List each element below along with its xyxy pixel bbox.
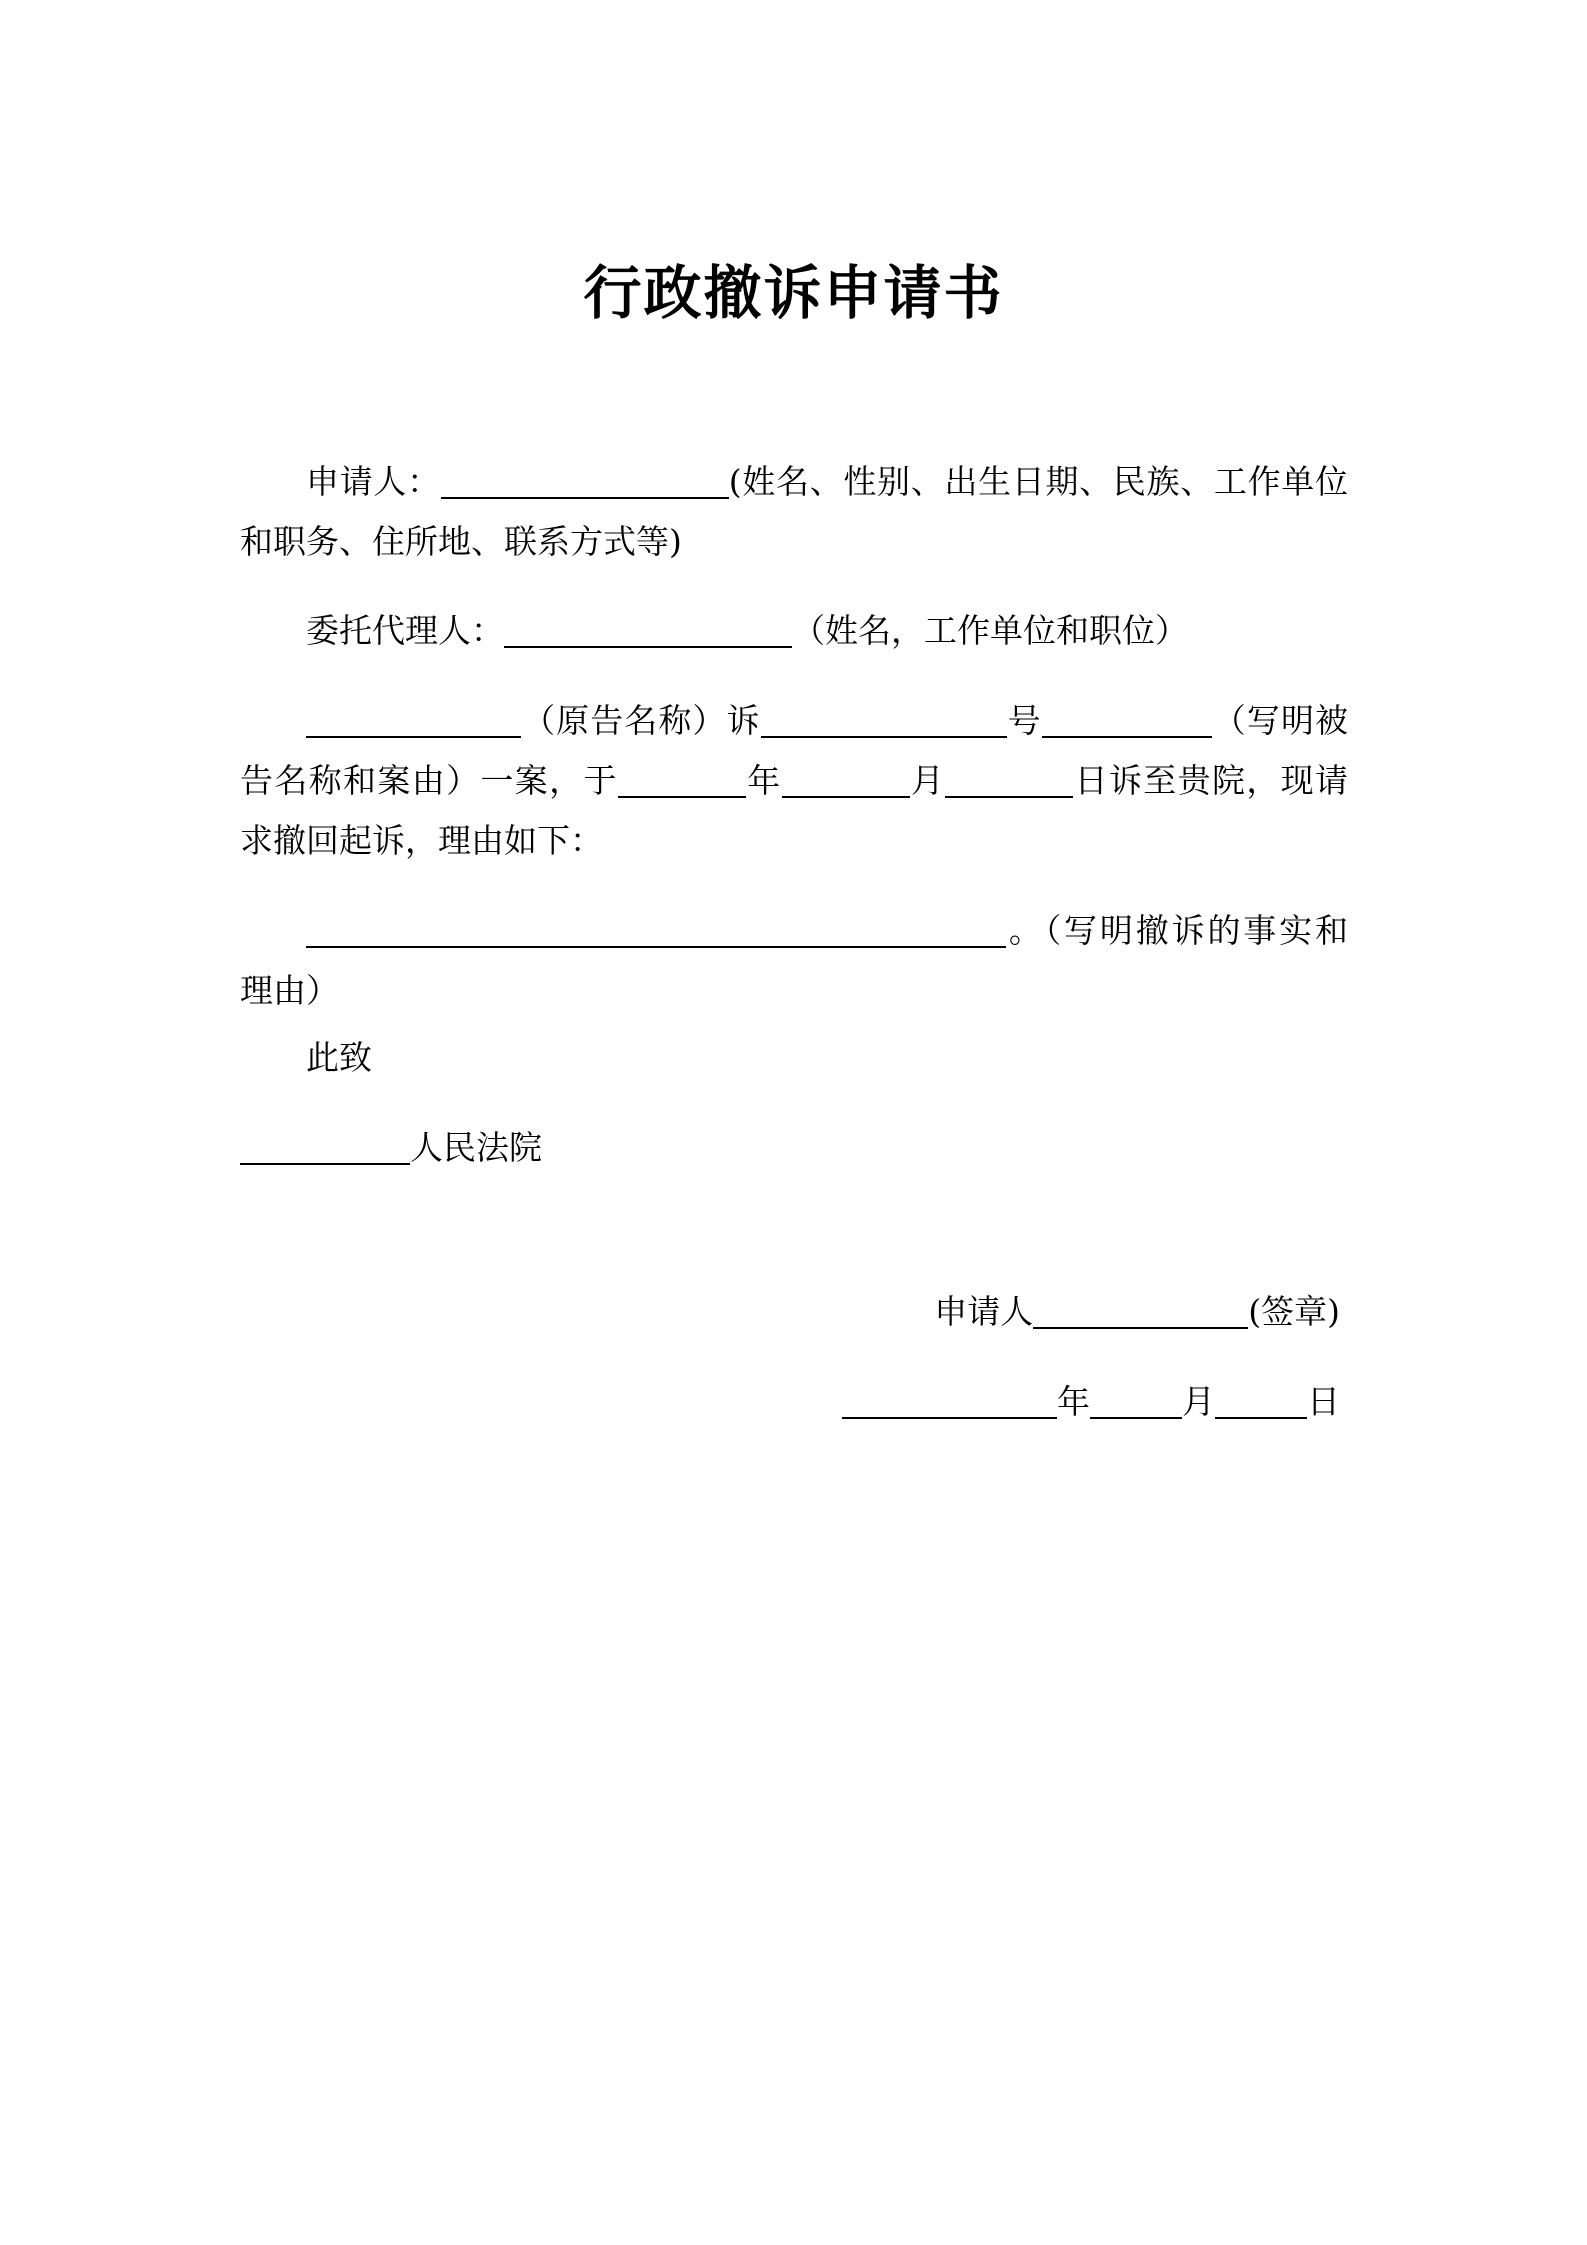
date-day-char: 日 <box>1307 1382 1340 1421</box>
date-year-char: 年 <box>1057 1382 1090 1421</box>
date-year-blank-field[interactable] <box>842 1417 1057 1419</box>
defendant-note: （写明被告名称和案由） <box>240 701 1349 800</box>
spacer <box>240 572 1348 601</box>
reason-note: （写明撤诉的事实和理由） <box>240 911 1349 1010</box>
applicant-label: 申请人： <box>306 462 441 501</box>
court-suffix: 人民法院 <box>410 1128 542 1167</box>
signature-block <box>240 1282 1348 1432</box>
paragraph-case <box>240 691 1348 871</box>
month-blank-field[interactable] <box>782 796 910 798</box>
month-char: 月 <box>909 761 946 800</box>
agent-blank-field[interactable] <box>504 646 792 648</box>
number-char: 号 <box>1006 701 1042 740</box>
date-line <box>240 1372 1348 1432</box>
signature-line <box>240 1282 1348 1342</box>
day-blank-field[interactable] <box>945 796 1073 798</box>
sue-word: 诉 <box>726 701 761 740</box>
signature-applicant-label: 申请人 <box>934 1292 1034 1331</box>
paragraph-applicant <box>240 452 1348 572</box>
spacer <box>240 1342 1348 1372</box>
spacer <box>240 1088 1348 1118</box>
page-title: 行政撤诉申请书 <box>583 259 1004 327</box>
court-blank-field[interactable] <box>240 1163 410 1165</box>
paragraph-reason <box>240 901 1348 1021</box>
date-day-blank-field[interactable] <box>1215 1417 1307 1419</box>
case-number-blank-field[interactable] <box>761 736 1007 738</box>
applicant-blank-field[interactable] <box>441 497 729 499</box>
day-clause: 日诉至贵院，现请求撤回起诉，理由如下： <box>240 761 1349 860</box>
case-word: 一案，于 <box>480 761 618 800</box>
seal-note: (签章) <box>1248 1292 1340 1331</box>
reason-period: 。 <box>1006 911 1045 950</box>
agent-label: 委托代理人： <box>306 611 504 650</box>
date-month-char: 月 <box>1182 1382 1215 1421</box>
court-line <box>240 1118 1348 1178</box>
plaintiff-blank-field[interactable] <box>306 736 521 738</box>
plaintiff-note: （原告名称） <box>521 701 727 740</box>
signature-blank-field[interactable] <box>1033 1327 1248 1329</box>
applicant-note: (姓名、性别、出生日期、民族、工作单位和职务、住所地、联系方式等) <box>240 462 1348 561</box>
document-body <box>240 452 1348 1021</box>
agent-note: （姓名，工作单位和职位） <box>792 611 1188 650</box>
paragraph-agent <box>240 601 1348 661</box>
year-char: 年 <box>745 761 782 800</box>
reason-blank-field[interactable] <box>306 946 1006 948</box>
year-blank-field[interactable] <box>618 796 746 798</box>
salutation: 此致 <box>306 1038 372 1077</box>
spacer <box>240 871 1348 901</box>
date-month-blank-field[interactable] <box>1090 1417 1182 1419</box>
defendant-blank-field[interactable] <box>1042 736 1212 738</box>
closing-block <box>240 1028 1348 1178</box>
spacer <box>240 661 1348 691</box>
